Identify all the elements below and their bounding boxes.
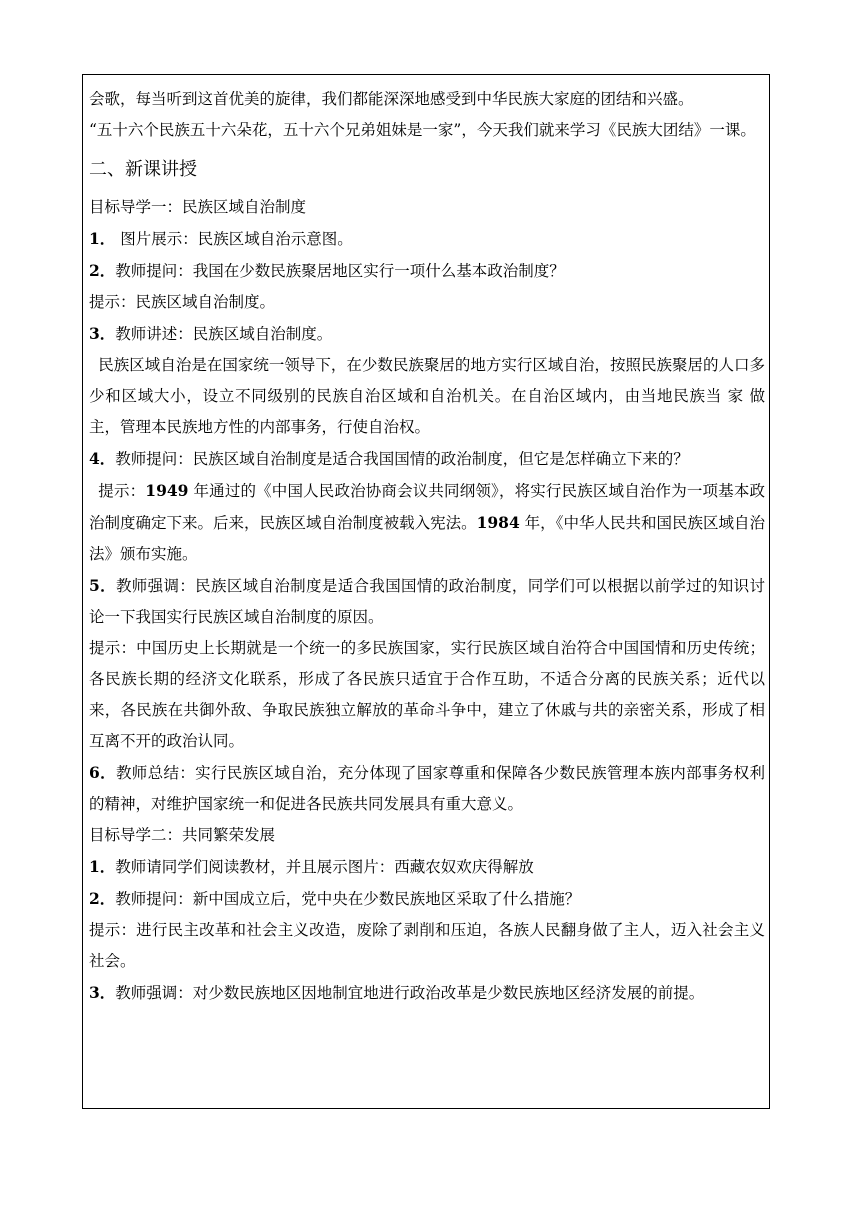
item-number: 3． <box>89 324 116 343</box>
item-text: 教师讲述：民族区域自治制度。 <box>115 325 333 343</box>
goal1-item-3 <box>89 318 765 350</box>
year-1949: 1949 <box>145 481 189 500</box>
intro-line-2: “五十六个民族五十六朵花，五十六个兄弟姐妹是一家”，今天我们就来学习《民族大团结》一课。 <box>89 121 756 139</box>
item-text: 教师强调：民族区域自治制度是适合我国国情的政治制度，同学们可以根据以前学过的知识讨论一下我国实行民族区域自治制度的原因。 <box>89 577 765 626</box>
goal1-paragraph-3: 民族区域自治是在国家统一领导下，在少数民族聚居的地方实行区域自治，按照民族聚居的人口多少和区域大小，设立不同级别的民族自治区域和自治机关。在自治区域内，由当地民族当 家 做主，管理本民族地方性的内部事务，行使自治权。 <box>89 356 765 436</box>
hint-text: 年通过的《中国人民政治协商会议共同纲领》，将实行民族区域自治作为一项基本政治制度确定下来。后来，民族区域自治制度被载入宪法。 <box>89 482 765 532</box>
item-text: 教师总结：实行民族区域自治，充分体现了国家尊重和保障各少数民族管理本族内部事务权利的精神，对维护国家统一和促进各民族共同发展具有重大意义。 <box>89 764 765 813</box>
goal1-item-5 <box>89 570 765 633</box>
goal1-item-4 <box>89 443 765 475</box>
item-text: 教师请同学们阅读教材，并且展示图片：西藏农奴欢庆得解放 <box>115 858 534 876</box>
item-number: 2． <box>89 261 116 280</box>
goal2-item-1 <box>89 851 765 883</box>
lesson-content <box>89 84 765 1009</box>
item-number: 6． <box>89 763 116 782</box>
item-number: 2． <box>89 889 116 908</box>
goal2-hint-2: 提示：进行民主改革和社会主义改造，废除了剥削和压迫，各族人民翻身做了主人，迈入社会主义社会。 <box>89 921 765 970</box>
section-heading: 二、新课讲授 <box>89 159 197 180</box>
item-number: 5． <box>89 576 116 595</box>
item-text: 教师提问：新中国成立后，党中央在少数民族地区采取了什么措施？ <box>115 890 581 908</box>
goal2-title: 目标导学二：共同繁荣发展 <box>89 826 276 844</box>
intro-line-1: 会歌，每当听到这首优美的旋律，我们都能深深地感受到中华民族大家庭的团结和兴盛。 <box>89 90 694 108</box>
item-number: 3． <box>89 983 116 1002</box>
goal1-hint-4 <box>89 475 765 570</box>
item-number: 4． <box>89 449 116 468</box>
item-number: 1． <box>89 857 116 876</box>
goal1-item-6 <box>89 757 765 820</box>
item-text: 教师强调：对少数民族地区因地制宜地进行政治改革是少数民族地区经济发展的前提。 <box>115 984 705 1002</box>
goal2-item-3 <box>89 977 765 1009</box>
goal1-item-1 <box>89 223 765 255</box>
item-number: 1． <box>89 229 116 248</box>
goal1-item-2 <box>89 255 765 287</box>
hint-label: 提示： <box>98 482 146 500</box>
hint-text: 年，《中华人民共和国民族区域自治法》颁布实施。 <box>89 514 765 563</box>
goal1-hint-5: 提示：中国历史上长期就是一个统一的多民族国家，实行民族区域自治符合中国国情和历史传统；各民族长期的经济文化联系，形成了各民族只适宜于合作互助，不适合分离的民族关系；近代以来，各民族在共御外敌、争取民族独立解放的革命斗争中，建立了休戚与共的亲密关系，形成了相互离不开的政治认同。 <box>89 639 765 750</box>
item-text: 教师提问：我国在少数民族聚居地区实行一项什么基本政治制度？ <box>115 262 565 280</box>
item-text: 图片展示：民族区域自治示意图。 <box>115 230 353 248</box>
year-1984: 1984 <box>476 513 520 532</box>
goal1-title: 目标导学一：民族区域自治制度 <box>89 198 307 216</box>
goal2-item-2 <box>89 883 765 915</box>
item-text: 教师提问：民族区域自治制度是适合我国国情的政治制度，但它是怎样确立下来的？ <box>115 450 689 468</box>
goal1-hint-2: 提示：民族区域自治制度。 <box>89 293 276 311</box>
